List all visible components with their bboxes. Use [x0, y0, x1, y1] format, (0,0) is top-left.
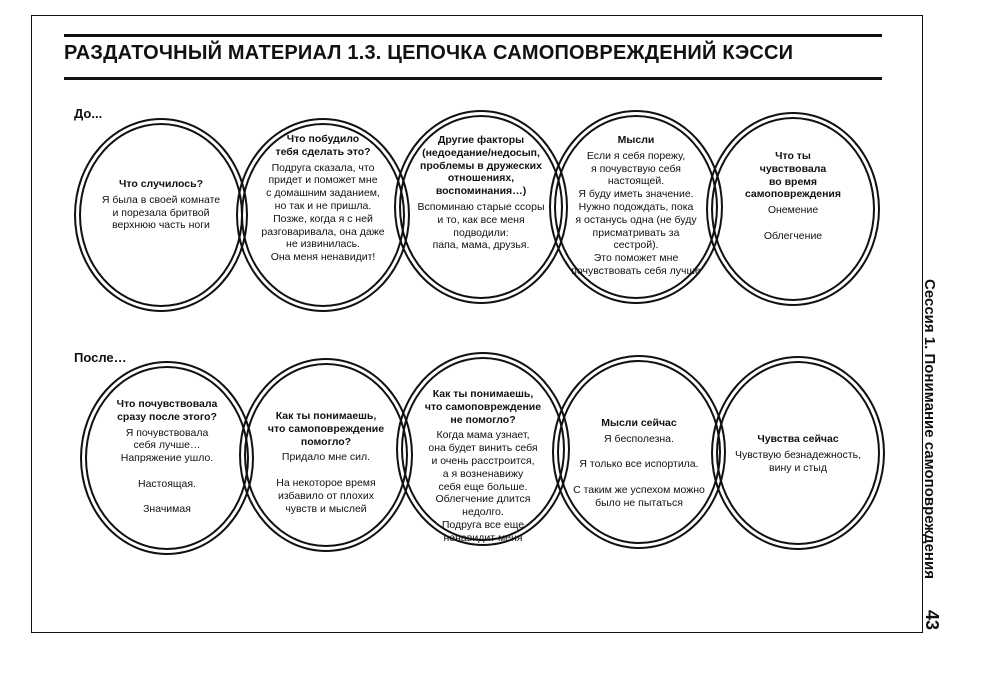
after-circle-3-body: Когда мама узнает, она будет винить себя и очень расстроится, а я возненавижу себя еще больше. Облегчение длится недолго. Подруга все еще ненавидит меня: [428, 429, 538, 544]
after-circle-2-body: Придало мне сил. На некоторое время избавило от плохих чувств и мыслей: [276, 451, 376, 515]
before-circle-4-heading: Мысли: [617, 134, 655, 146]
before-circle-4-text: [569, 134, 703, 278]
session-side-heading: Сессия 1. Понимание самоповреждения: [921, 279, 938, 579]
after-circle-4-body: Я бесполезна. Я только все испортила. С таким же успехом можно было не пытаться: [573, 432, 705, 509]
before-circle-5-heading: Что ты чувствовала во время самоповреждения: [744, 150, 842, 201]
before-circle-4-body: Если я себя порежу, я почувствую себя настоящей. Я буду иметь значение. Нужно подождать, пока я останусь одна (не буду присматривать за сестрой). Это поможет мне почувствовать себя лучше: [571, 149, 701, 277]
after-circle-5-body: Чувствую безнадежность, вину и стыд: [734, 448, 862, 474]
after-circle-1-text: [100, 398, 234, 516]
before-circle-2-text: [256, 133, 390, 264]
page-number: 43: [922, 610, 942, 631]
before-label: До...: [74, 106, 103, 121]
before-circle-1-body: Я была в своей комнате и порезала бритвой верхнюю часть ноги: [101, 193, 221, 232]
after-circle-2-heading: Как ты понимаешь, что самоповреждение помогло?: [267, 410, 385, 448]
after-circle-4-text: [572, 417, 706, 510]
before-circle-5-text: [726, 150, 860, 243]
after-label: После…: [74, 350, 127, 365]
after-circle-3-text: [416, 388, 550, 545]
title-top-rule: [64, 34, 882, 37]
after-circle-1-body: Я почувствовала себя лучше… Напряжение ушло. Настоящая. Значимая: [120, 426, 214, 516]
after-circle-3-heading: Как ты понимаешь, что самоповреждение не помогло?: [424, 388, 542, 426]
after-circle-5-text: [731, 433, 865, 474]
after-circle-5-heading: Чувства сейчас: [757, 433, 839, 445]
before-circle-2-heading: Что побудило тебя сделать это?: [275, 133, 371, 158]
before-circle-3-body: Вспоминаю старые ссоры и то, как все меня подводили: папа, мама, друзья.: [417, 200, 545, 252]
before-circle-1-text: [94, 178, 228, 232]
before-circle-2-body: Подруга сказала, что придет и поможет мне с домашним заданием, но так и не пришла. Позже, когда я с ней разговаривала, она даже не извинилась. Она меня ненавидит!: [261, 161, 385, 264]
title-bottom-rule: [64, 77, 882, 80]
after-circle-2-text: [259, 410, 393, 515]
before-circle-5-body: Онемение Облегчение: [763, 204, 823, 242]
after-circle-1-heading: Что почувствовала сразу после этого?: [116, 398, 218, 423]
handout-title: РАЗДАТОЧНЫЙ МАТЕРИАЛ 1.3. ЦЕПОЧКА САМОПОВРЕЖДЕНИЙ КЭССИ: [64, 42, 794, 64]
before-circle-3-heading: Другие факторы (недоедание/недосып, проблемы в дружеских отношениях, воспоминания…): [420, 134, 542, 198]
after-circle-4-heading: Мысли сейчас: [601, 417, 677, 429]
before-circle-3-text: [414, 134, 548, 252]
before-circle-1-heading: Что случилось?: [119, 178, 203, 190]
